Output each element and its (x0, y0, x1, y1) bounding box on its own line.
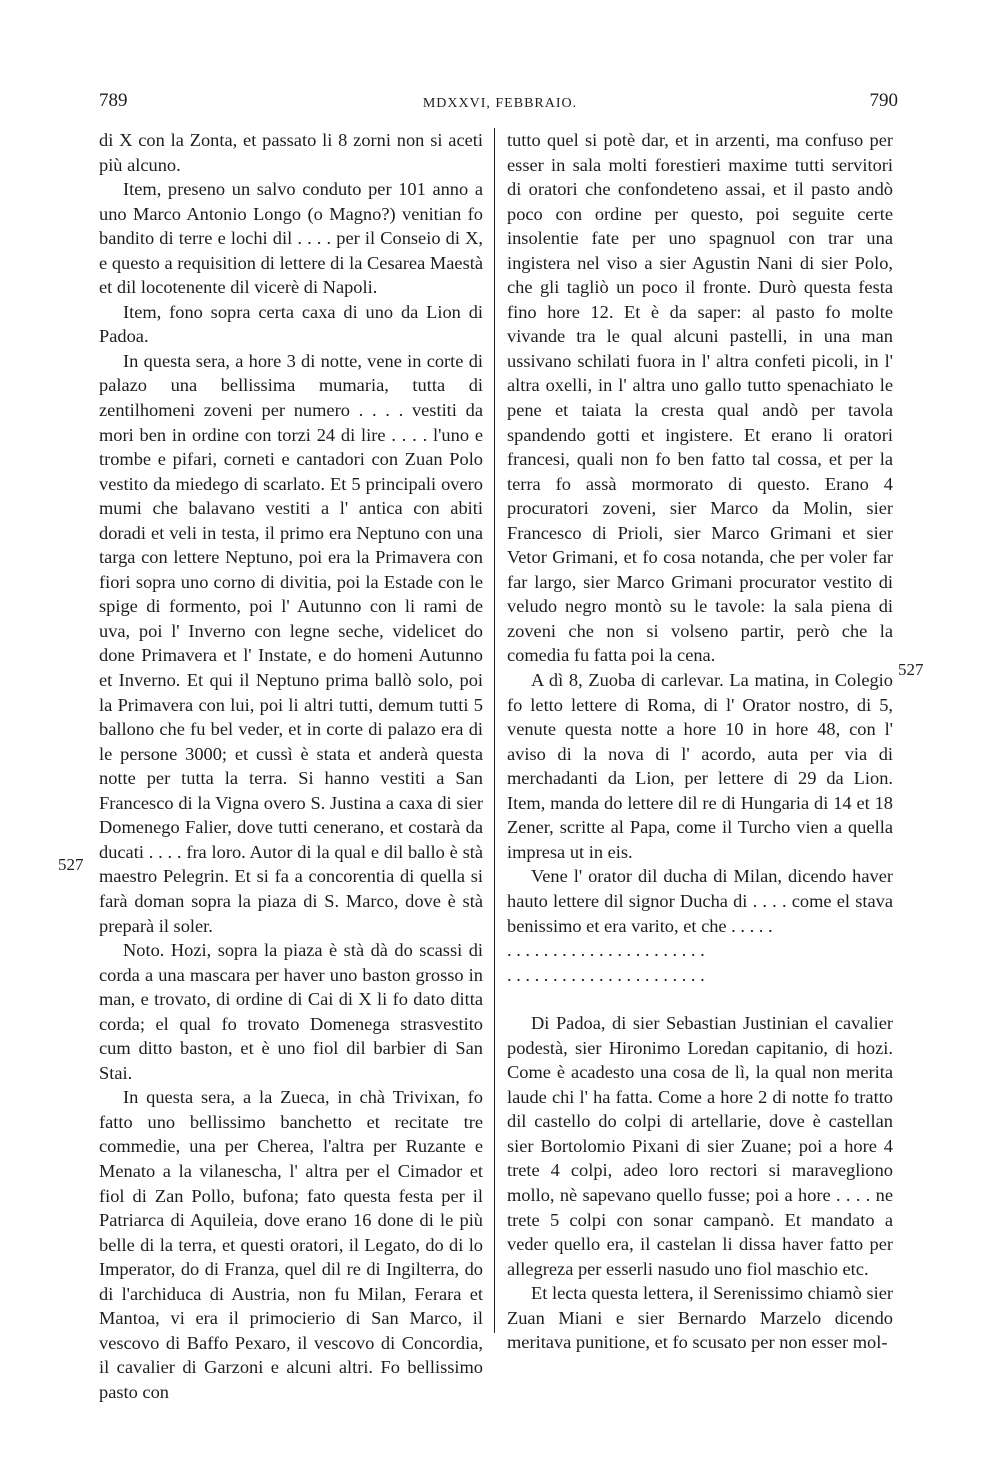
paragraph: Vene l' orator dil ducha di Milan, dicendo haver hauto lettere dil signor Ducha di . . . . come el stava benissimo et era varito, et che . . . . . (507, 866, 893, 936)
ellipsis-line: . . . . . . . . . . . . . . . . . . . . . . (507, 964, 705, 985)
margin-note-right: 527 (898, 660, 924, 679)
paragraph: Et lecta questa lettera, il Serenissimo chiamò sier Zuan Miani e sier Bernardo Marzelo dicendo meritava punitione, et fo scusato per non esser mol- (507, 1283, 893, 1353)
paragraph: Item, preseno un salvo conduto per 101 anno a uno Marco Antonio Longo (o Magno?) venitian fo bandito di terre e lochi dil . . . . per il Conseio di X, e questo a requisition di lettere di la Cesarea Maestà et dil locotenente dil vicerè di Napoli. (99, 179, 483, 298)
page-number-left: 789 (99, 90, 128, 111)
paragraph: di X con la Zonta, et passato li 8 zorni non si aceti più alcuno. (99, 130, 483, 175)
running-title: MDXXVI, FEBBRAIO. (422, 96, 578, 111)
paragraph: Noto. Hozi, sopra la piaza è stà dà do scassi di corda a una mascara per haver uno baston grosso in man, e trovato, di ordine di Cai di X li fo dato ditta corda; el qual fo trovato Domenega strasvestito cum ditto baston, et è uno fiol dil barbier di San Stai. (99, 940, 483, 1083)
column-divider (494, 128, 495, 1333)
left-column (99, 128, 483, 1404)
paragraph: A dì 8, Zuoba di carlevar. La matina, in Colegio fo letto lettere di Roma, di l' Orator nostro, di 5, venute questa notte a hore 10 in hore 48, con l' aviso di la nova di l' acordo, auta per via di merchadanti da Lion, per lettere di 29 da Lion. Item, manda do lettere dil re di Hungaria di 14 et 18 Zener, scritte al Papa, come il Turcho vien a quella impresa ut in eis. (507, 670, 893, 862)
right-column (507, 128, 893, 1355)
margin-note-left: 527 (58, 855, 84, 874)
paragraph: tutto quel si potè dar, et in arzenti, ma confuso per esser in sala molti forestieri maxime tutti servitori di oratori che confondeteno assai, et il pasto andò poco con ordine per questo, poi seguite certe insolentie fate per uno spagnuol con trar una ingistera nel viso a sier Agustin Nani di sier Polo, che gli tagliò un poco il fronte. Durò questa festa fino hore 12. Et è da saper: al pasto fo molte vivande tra le qual alcuni pastelli, in una man ussivano schilati fuora in l' altra confeti picoli, in l' altra oxelli, in l' altra uno gallo tutto spenachiato le pene et taiata la cresta qual andò per tavola spandendo gotti et ingistere. Et erano li oratori francesi, quali non fo ben fatto tal cossa, et per la terra fo assà mormorato di questo. Erano 4 procuratori zoveni, sier Marco da Molin, sier Francesco di Prioli, sier Marco Grimani et sier Vetor Grimani, et fo cosa notanda, che per voler far far largo, sier Marco Grimani procurator vestito di veludo negro montò su le tavole: la sala piena di zoveni che non si volseno partir, però che la comedia fu fatta poi la cena. (507, 130, 893, 666)
ellipsis-line: . . . . . . . . . . . . . . . . . . . . . . (507, 940, 705, 961)
paragraph: Di Padoa, di sier Sebastian Justinian el cavalier podestà, sier Hironimo Loredan capitanio, di hozi. Come è acadesto una cosa de lì, la qual non merita laude chi l' ha fatta. Come a hore 2 di notte fo tratto dil castello do colpi di artellarie, dove è castellan sier Bortolomio Pixani di sier Zuane; poi a hore 4 trete 4 colpi, adeo loro rectori si maravegliono mollo, nè sapevano quello fusse; poi a hore . . . . ne trete 5 colpi con sonar campanò. Et mandato a veder quello era, il castelan li dissa haver fatto per allegreza per esserli nasudo uno fiol maschio etc. (507, 1013, 893, 1279)
paragraph: In questa sera, a la Zueca, in chà Trivixan, fo fatto uno bellissimo banchetto et recitate tre commedie, una per Cherea, l'altra per Ruzante e Menato a la vilanescha, l' altra per el Cimador et fiol di Zan Pollo, bufona; fato questa festa per il Patriarca di Aquileia, dove erano 16 done di le più belle di la terra, et questi oratori, il Legato, do di lo Imperator, do di Franza, quel dil re di Ingilterra, do di l'archiduca di Austria, non fu Milan, Ferara et Mantoa, vi era il primocierio di San Marco, il vescovo di Baffo Pexaro, il vescovo di Concordia, il cavalier di Garzoni e alcuni altri. Fo bellissimo pasto con (99, 1087, 483, 1402)
paragraph-gap (507, 987, 893, 1011)
paragraph: In questa sera, a hore 3 di notte, vene in corte di palazo una bellissima mumaria, tutta di zentilhomeni zoveni per numero . . . . vestiti da mori ben in ordine con torzi 24 di lire . . . . l'uno e trombe e pifari, corneti e cantadori con Zuan Polo vestito da miedego di scarlato. Et 5 principali overo mumi che balavano vestiti a l' antica con abiti doradi et veli in testa, il primo era Neptuno con una targa con lettere Neptuno, poi era la Primavera con fiori sopra uno corno di divitia, poi la Estade con le spige di formento, poi l' Autunno con li rami de uva, poi l' Inverno con legne seche, videlicet do done Primavera et l' Instate, e do homeni Autunno et Inverno. Et qui il Neptuno prima ballò solo, poi la Primavera con lui, poi li altri tutti, demum tutti 5 ballono che fu bel veder, et in corte di palazo era di le persone 3000; et cussì è stata et anderà questa notte per tutta la terra. Si hanno vestiti a San Francesco di la Vigna overo S. Justina a caxa di sier Domenego Falier, dove tutti cenerano, et costarà da ducati . . . . fra loro. Autor di la qual e dil ballo è stà maestro Pelegrin. Et si fa a concorentia di quella si farà doman sopra la piaza di S. Marco, dove è stà preparà il soler. (99, 350, 483, 936)
page-number-right: 790 (869, 90, 898, 111)
paragraph: Item, fono sopra certa caxa di uno da Lion di Padoa. (99, 301, 483, 347)
